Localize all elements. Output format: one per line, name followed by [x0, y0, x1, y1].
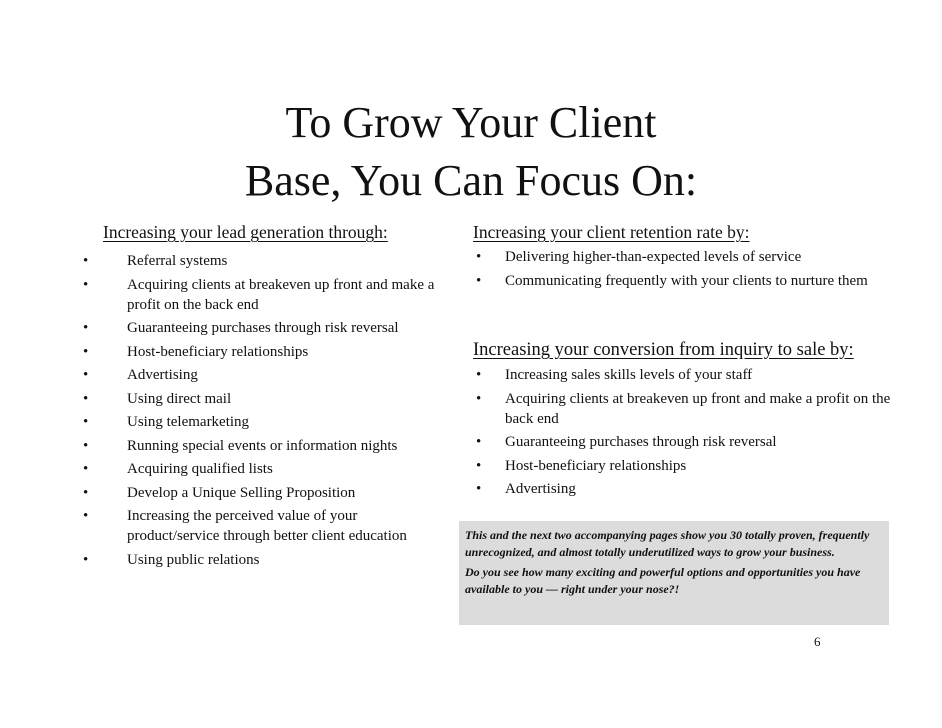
bullet-icon: •: [83, 414, 89, 430]
list-item: [83, 275, 453, 315]
list-item: [83, 483, 453, 503]
list-item: [83, 342, 453, 362]
list-item: [470, 479, 900, 499]
list-item: [470, 247, 890, 267]
list-item-text: Host-beneficiary relationships: [505, 457, 687, 474]
list-item-text: Host-beneficiary relationships: [127, 343, 309, 360]
list-item: [470, 271, 890, 291]
conversion-list: [470, 365, 900, 503]
list-item-text: Guaranteeing purchases through risk reversal: [505, 434, 777, 450]
bullet-icon: •: [83, 276, 89, 293]
retention-list: [470, 247, 890, 295]
bullet-icon: •: [83, 551, 89, 568]
list-item: [83, 251, 453, 271]
title-line-1: To Grow Your Client: [285, 98, 657, 147]
list-item: [470, 432, 900, 452]
bullet-icon: •: [83, 367, 89, 383]
list-item-text: Advertising: [505, 481, 576, 497]
list-item: [83, 436, 453, 456]
list-item: [83, 506, 453, 546]
bullet-icon: •: [476, 273, 482, 289]
list-item: [83, 318, 453, 338]
bullet-icon: •: [83, 390, 89, 407]
list-item: [83, 412, 453, 432]
list-item-text: Advertising: [127, 367, 198, 383]
list-item: [470, 389, 900, 429]
page-title: [0, 94, 942, 210]
note-box: [459, 521, 889, 625]
title-line-2: Base, You Can Focus On:: [244, 156, 698, 205]
list-item-text: Communicating frequently with your clients to nurture them: [505, 273, 868, 289]
bullet-icon: •: [476, 481, 482, 497]
page-number: 6: [814, 634, 821, 649]
list-item-text: Acquiring clients at breakeven up front and make a profit on the back end: [127, 276, 435, 313]
list-item-text: Delivering higher-than-expected levels of service: [505, 249, 802, 265]
list-item-text: Increasing the perceived value of your product/service through better client education: [127, 508, 407, 544]
note-paragraph-1: This and the next two accompanying pages show you 30 totally proven, frequently unrecognized, and almost totally underutilized ways to grow your business.: [465, 528, 870, 559]
list-item-text: Using public relations: [127, 551, 260, 568]
list-item-text: Using telemarketing: [127, 414, 250, 430]
lead-generation-heading: Increasing your lead generation through:: [103, 222, 388, 242]
bullet-icon: •: [83, 484, 89, 501]
bullet-icon: •: [83, 461, 89, 477]
list-item: [83, 459, 453, 479]
list-item-text: Acquiring qualified lists: [127, 461, 273, 477]
list-item: [83, 389, 453, 409]
bullet-icon: •: [83, 320, 89, 336]
list-item: [470, 365, 900, 385]
bullet-icon: •: [476, 367, 482, 383]
list-item: [83, 365, 453, 385]
bullet-icon: •: [83, 343, 89, 360]
list-item-text: Running special events or information nights: [127, 437, 398, 454]
conversion-heading: Increasing your conversion from inquiry to sale by:: [473, 340, 854, 360]
list-item-text: Using direct mail: [127, 390, 232, 407]
list-item-text: Acquiring clients at breakeven up front and make a profit on the back end: [505, 390, 891, 427]
bullet-icon: •: [83, 437, 89, 454]
bullet-icon: •: [476, 457, 482, 474]
list-item-text: Guaranteeing purchases through risk reversal: [127, 320, 399, 336]
bullet-icon: •: [83, 253, 89, 269]
bullet-icon: •: [83, 508, 89, 524]
list-item-text: Develop a Unique Selling Proposition: [127, 484, 356, 501]
bullet-icon: •: [476, 390, 482, 407]
list-item: [83, 550, 453, 570]
list-item-text: Increasing sales skills levels of your staff: [505, 367, 753, 383]
note-paragraph-2: Do you see how many exciting and powerful options and opportunities you have available to you — right under your nose?!: [465, 565, 861, 596]
bullet-icon: •: [476, 434, 482, 450]
lead-generation-list: [83, 251, 453, 573]
list-item-text: Referral systems: [127, 253, 228, 269]
retention-heading: Increasing your client retention rate by:: [473, 222, 750, 242]
bullet-icon: •: [476, 249, 482, 265]
list-item: [470, 456, 900, 476]
